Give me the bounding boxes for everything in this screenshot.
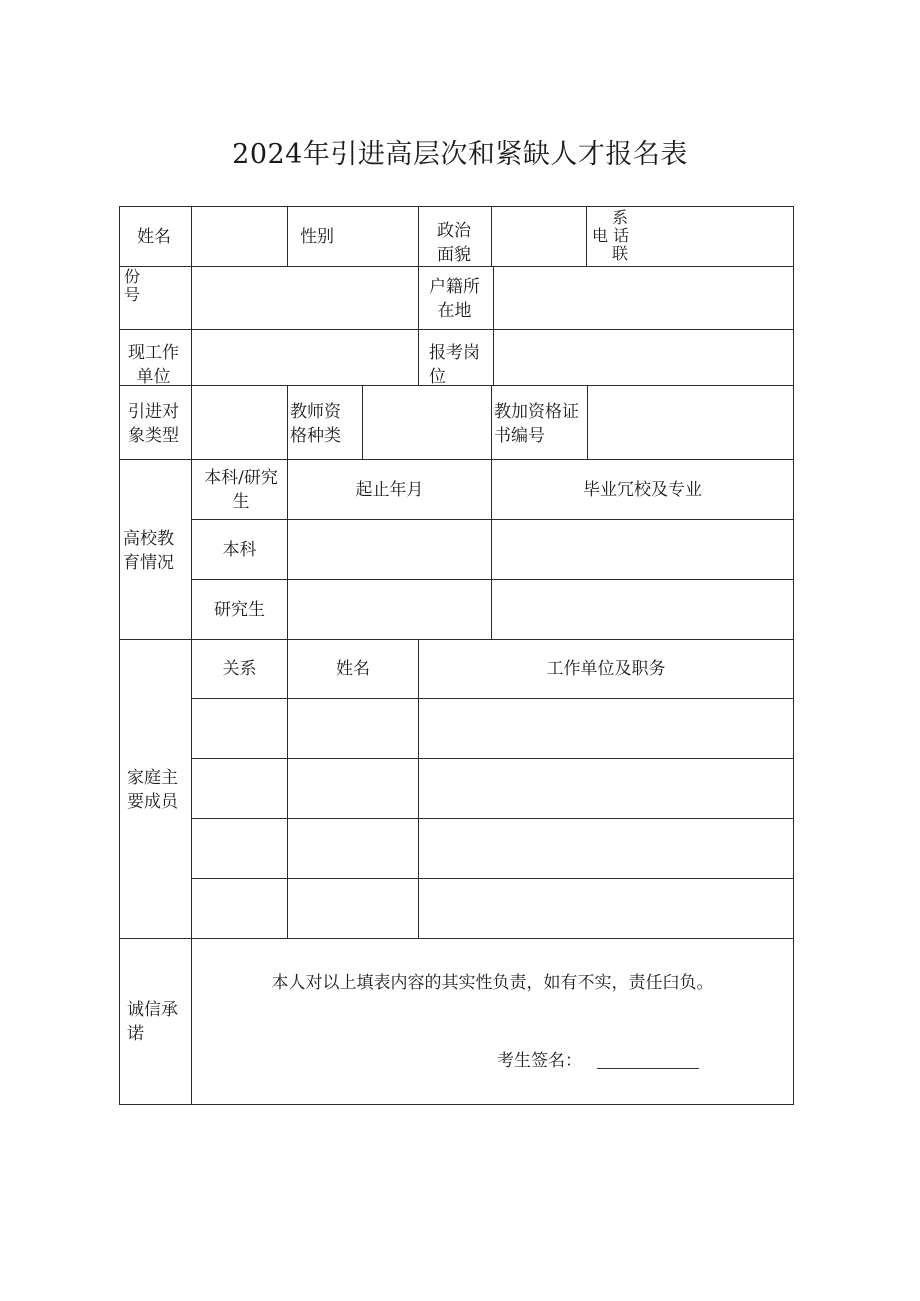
phone-label-dianhua: 电 话 bbox=[592, 226, 630, 245]
col-divider bbox=[418, 266, 419, 330]
family-member-row[interactable] bbox=[192, 699, 793, 758]
pledge-statement: 本人对以上填表内容的其实性负责，如有不实，责任臼负。 bbox=[271, 973, 714, 993]
teacher-cert-type-label: 教师资 格种类 bbox=[290, 402, 341, 446]
education-section-label: 高校教 育情况 bbox=[123, 529, 174, 573]
family-section-label: 家庭主 要成员 bbox=[127, 768, 178, 812]
phone-field[interactable] bbox=[640, 207, 793, 266]
talent-type-field[interactable] bbox=[192, 386, 287, 459]
bachelor-school-field[interactable] bbox=[492, 520, 793, 579]
teacher-cert-number-label: 教加资格证 书编号 bbox=[494, 402, 579, 446]
signature-line[interactable] bbox=[597, 1068, 699, 1069]
name-label: 姓名 bbox=[137, 227, 171, 247]
gender-label: 性别 bbox=[300, 227, 334, 247]
col-divider bbox=[491, 385, 492, 460]
bachelor-period-field[interactable] bbox=[288, 520, 491, 579]
family-col-relation: 关系 bbox=[222, 659, 257, 679]
edu-row-bachelor-label: 本科 bbox=[222, 540, 257, 560]
graduate-period-field[interactable] bbox=[288, 580, 491, 639]
col-divider bbox=[418, 329, 419, 386]
position-field[interactable] bbox=[494, 330, 793, 385]
border-bottom bbox=[119, 1104, 794, 1105]
edu-col-degree: 本科/研究 生 bbox=[204, 468, 278, 512]
teacher-cert-number-field[interactable] bbox=[588, 386, 793, 459]
position-label: 报考岗 位 bbox=[429, 343, 480, 387]
edu-row-graduate-label: 研究生 bbox=[214, 600, 265, 620]
family-member-row[interactable] bbox=[192, 879, 793, 938]
political-status-label: 政治 面貌 bbox=[437, 221, 471, 265]
phone-label-xi: 系 bbox=[612, 208, 629, 227]
form-title: 2024年引进高层次和紧缺人才报名表 bbox=[232, 139, 688, 170]
phone-label-lian: 联 bbox=[612, 244, 629, 263]
talent-type-label: 引进对 象类型 bbox=[128, 402, 179, 446]
family-member-row[interactable] bbox=[192, 819, 793, 878]
pledge-section-label: 诚信承 诺 bbox=[127, 1000, 178, 1044]
workplace-field[interactable] bbox=[192, 330, 418, 385]
id-number-field[interactable] bbox=[192, 267, 418, 329]
family-col-name: 姓名 bbox=[336, 659, 370, 679]
hukou-label: 户籍所 在地 bbox=[429, 277, 480, 321]
gender-field[interactable] bbox=[362, 207, 418, 266]
row-divider bbox=[119, 459, 794, 460]
signature-label: 考生签名： bbox=[497, 1051, 582, 1071]
teacher-cert-type-field[interactable] bbox=[363, 386, 491, 459]
col-divider bbox=[191, 938, 192, 1105]
row-divider bbox=[119, 639, 794, 640]
row-divider bbox=[119, 938, 794, 939]
col-divider bbox=[287, 385, 288, 460]
edu-col-school: 毕业冗校及专业 bbox=[583, 480, 702, 500]
name-field[interactable] bbox=[192, 207, 287, 266]
border-right bbox=[793, 206, 794, 1105]
workplace-label: 现工作 单位 bbox=[128, 343, 179, 387]
political-status-field[interactable] bbox=[492, 207, 586, 266]
id-label-fen: 份 bbox=[124, 267, 141, 286]
hukou-field[interactable] bbox=[494, 267, 793, 329]
graduate-school-field[interactable] bbox=[492, 580, 793, 639]
col-divider bbox=[287, 206, 288, 267]
border-left bbox=[119, 206, 120, 1105]
edu-col-period: 起止年月 bbox=[355, 480, 424, 500]
col-divider bbox=[586, 206, 587, 267]
family-col-work: 工作单位及职务 bbox=[546, 659, 666, 679]
col-divider bbox=[418, 206, 419, 267]
id-label-hao: 号 bbox=[124, 285, 141, 304]
family-member-row[interactable] bbox=[192, 759, 793, 818]
